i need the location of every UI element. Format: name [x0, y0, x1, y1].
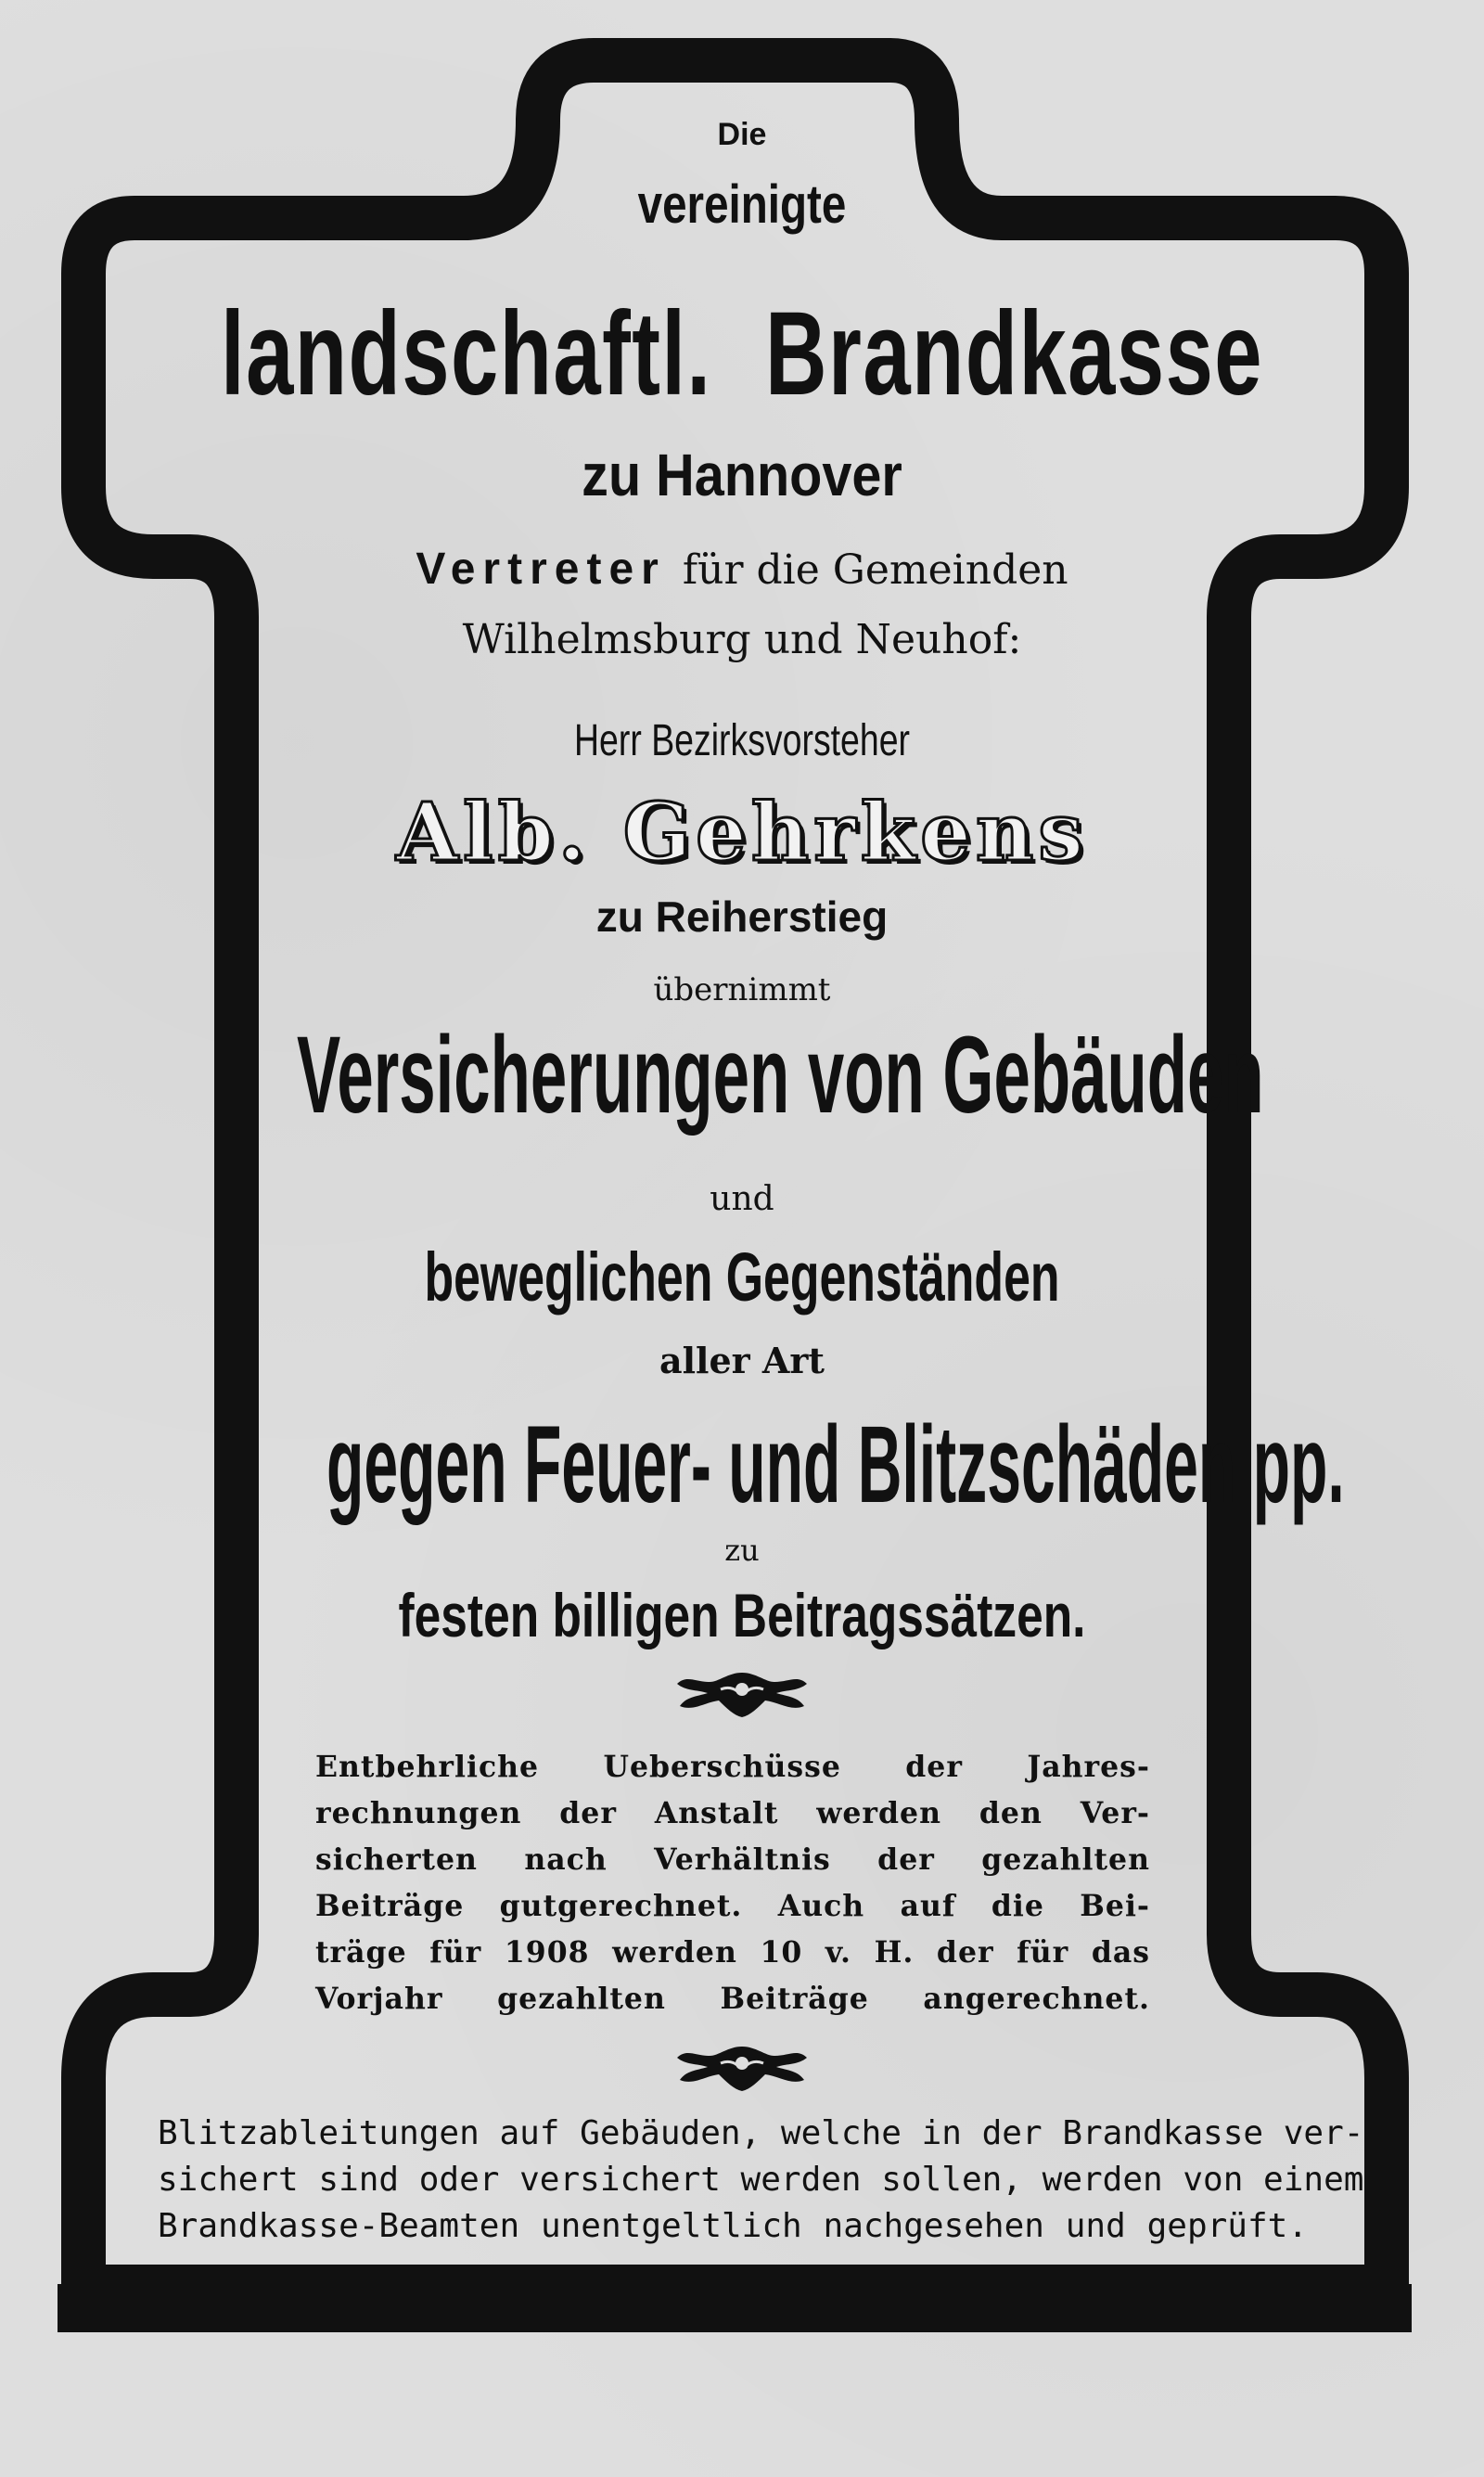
agent-name: Alb. Gehrkens — [396, 786, 1088, 879]
line-vertreter — [0, 547, 1484, 592]
paragraph-surplus-line: träge für 1908 werden 10 v. H. der für das — [315, 1935, 1150, 1970]
line-uebernimmt: übernimmt — [653, 971, 831, 1008]
title-part-landschaftl: landschaftl. — [221, 288, 712, 420]
paragraph-surplus-line: Vorjahr gezahlten Beiträge angerechnet. — [315, 1982, 1150, 2016]
headline-title — [208, 288, 1276, 420]
paragraph-surplus — [315, 1744, 1150, 2022]
headline-movables: beweglichen Gegenständen — [424, 1238, 1060, 1316]
paragraph-lightning-line: sichert sind oder versichert werden sollen, werden von einem — [158, 2161, 1364, 2199]
paragraph-lightning-line: Blitzableitungen auf Gebäuden, welche in der Brandkasse ver- — [158, 2114, 1364, 2152]
fleuron-ornament-icon — [672, 2039, 812, 2095]
line-places: Wilhelmsburg und Neuhof: — [462, 616, 1022, 663]
line-city: zu Hannover — [582, 442, 902, 508]
line-und: und — [710, 1180, 774, 1218]
headline-insurance: Versicherungen von Gebäuden — [296, 1014, 1264, 1136]
fleuron-ornament-icon — [672, 1665, 812, 1721]
line-zu: zu — [724, 1533, 760, 1568]
title-part-brandkasse: Brandkasse — [765, 288, 1263, 420]
line-die: Die — [717, 117, 767, 152]
line-title-person: Herr Bezirksvorsteher — [573, 716, 910, 765]
paragraph-surplus-line: rechnungen der Anstalt werden den Ver- — [315, 1796, 1150, 1830]
paragraph-lightning-line: Brandkasse-Beamten unentgeltlich nachgesehen und geprüft. — [158, 2207, 1308, 2245]
agent-place: zu Reiherstieg — [595, 892, 889, 941]
paragraph-surplus-line: Entbehrliche Ueberschüsse der Jahres- — [315, 1750, 1150, 1784]
vertreter-word: Vertreter — [416, 545, 666, 594]
line-vereinigte: vereinigte — [637, 174, 847, 235]
vertreter-rest: für die Gemeinden — [682, 546, 1068, 594]
paragraph-surplus-line: sicherten nach Verhältnis der gezahlten — [315, 1842, 1150, 1877]
line-aller-art: aller Art — [659, 1340, 825, 1381]
paragraph-surplus-line: Beiträge gutgerechnet. Auch auf die Bei- — [315, 1889, 1150, 1923]
headline-damages: gegen Feuer- und Blitzschäden pp. — [326, 1404, 1345, 1526]
bottom-rule — [58, 2284, 1412, 2332]
paragraph-lightning — [158, 2111, 1364, 2250]
headline-rates: festen billigen Beitragssätzen. — [398, 1581, 1086, 1649]
